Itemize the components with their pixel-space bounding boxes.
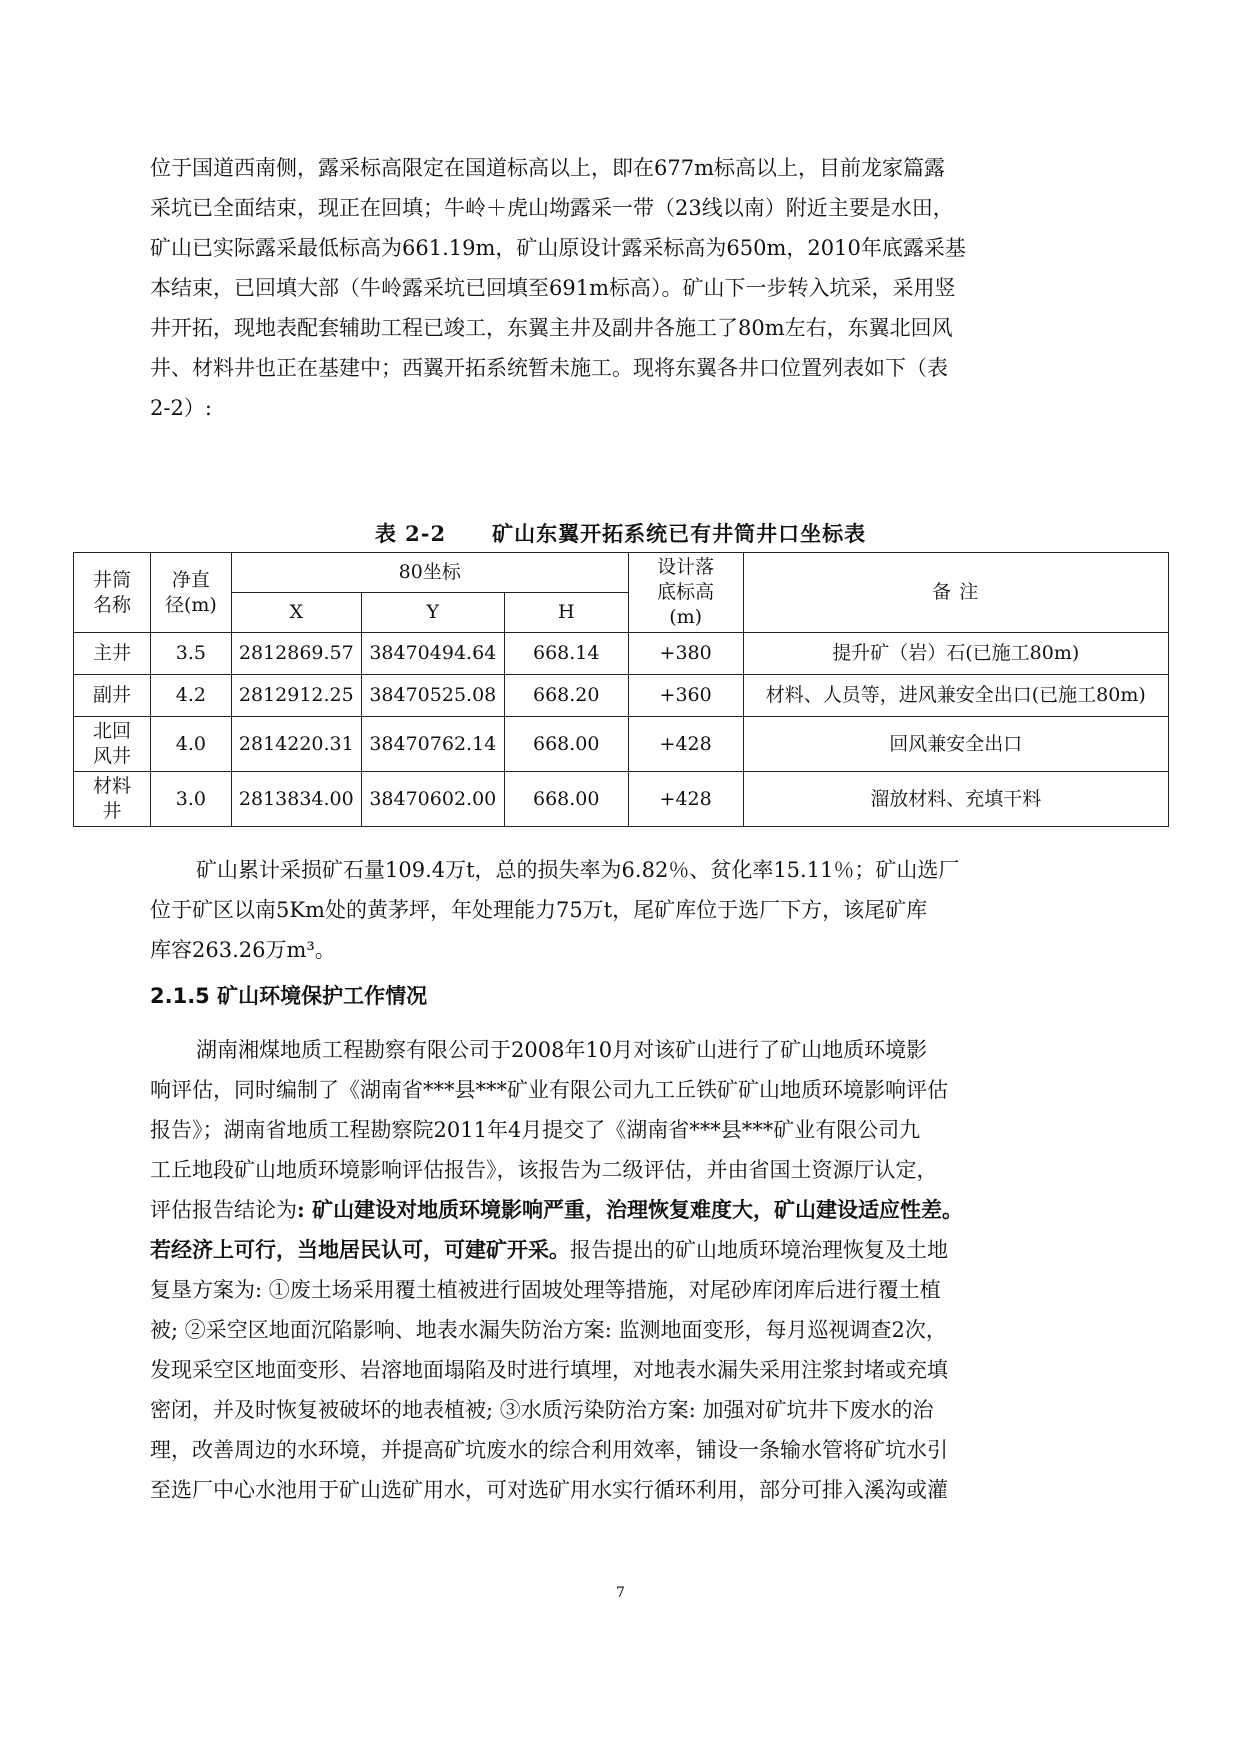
text-line: 至选厂中心水池用于矿山选矿用水，可对选矿用水实行循环利用，部分可排入溪沟或灌 (150, 1478, 948, 1502)
cell-diameter: 3.5 (150, 633, 231, 675)
conclusion-bold-2: 若经济上可行，当地居民认可，可建矿开采。 (150, 1237, 570, 1262)
cell-design: +380 (628, 633, 743, 675)
conclusion-intro: 评估报告结论为 (150, 1198, 297, 1222)
text-line (150, 1190, 1085, 1230)
cell-x: 2814220.31 (231, 717, 361, 772)
paragraph-ore-loss (150, 850, 1085, 970)
cell-y: 38470602.00 (361, 772, 504, 827)
table-row (74, 717, 1169, 772)
cell-x: 2813834.00 (231, 772, 361, 827)
table-row (74, 675, 1169, 717)
conclusion-followup: 报告提出的矿山地质环境治理恢复及土地 (570, 1238, 948, 1262)
text-line: 井、材料井也正在基建中；西翼开拓系统暂未施工。现将东翼各井口位置列表如下（表 (150, 356, 948, 380)
text-line: 被; ②采空区地面沉陷影响、地表水漏失防治方案: 监测地面变形，每月巡视调查2次， (150, 1318, 947, 1342)
cell-design: +428 (628, 717, 743, 772)
text-line: 矿山累计采损矿石量109.4万t，总的损失率为6.82％、贫化率15.11％；矿山选厂 (196, 858, 960, 882)
text-line: 井开拓，现地表配套辅助工程已竣工，东翼主井及副井各施工了80m左右，东翼北回风 (150, 316, 953, 340)
cell-diameter: 3.0 (150, 772, 231, 827)
header-y: Y (361, 593, 504, 633)
cell-h: 668.14 (504, 633, 628, 675)
header-shaft-name: 井筒 名称 (74, 553, 151, 633)
paragraph-environment (150, 1030, 1085, 1510)
text-line: 理，改善周边的水环境，并提高矿坑废水的综合利用效率，铺设一条输水管将矿坑水引 (150, 1438, 948, 1462)
cell-diameter: 4.2 (150, 675, 231, 717)
cell-design: +360 (628, 675, 743, 717)
text-line: 2-2）: (150, 396, 212, 420)
text-line: 矿山已实际露采最低标高为661.19m，矿山原设计露采标高为650m，2010年底露采基 (150, 236, 966, 260)
cell-h: 668.00 (504, 717, 628, 772)
cell-remark: 溜放材料、充填干料 (743, 772, 1168, 827)
table-caption-title: 矿山东翼开拓系统已有井筒井口坐标表 (492, 521, 867, 546)
cell-name: 副井 (74, 675, 151, 717)
header-h: H (504, 593, 628, 633)
cell-name: 北回 风井 (74, 717, 151, 772)
text-line (150, 1230, 1085, 1270)
table-row (74, 772, 1169, 827)
text-line: 位于矿区以南5Km处的黄茅坪，年处理能力75万t，尾矿库位于选厂下方，该尾矿库 (150, 898, 928, 922)
shaft-coordinate-table (73, 552, 1169, 827)
cell-x: 2812869.57 (231, 633, 361, 675)
cell-remark: 材料、人员等，进风兼安全出口(已施工80m) (743, 675, 1168, 717)
header-remark: 备 注 (743, 553, 1168, 633)
page-number: 7 (616, 1585, 625, 1601)
text-line: 复垦方案为: ①废土场采用覆土植被进行固坡处理等措施，对尾砂库闭库后进行覆土植 (150, 1278, 941, 1302)
text-line: 位于国道西南侧，露采标高限定在国道标高以上，即在677m标高以上，目前龙家篇露 (150, 156, 945, 180)
cell-design: +428 (628, 772, 743, 827)
table-caption (0, 518, 1241, 548)
cell-name: 材料 井 (74, 772, 151, 827)
cell-h: 668.20 (504, 675, 628, 717)
cell-x: 2812912.25 (231, 675, 361, 717)
paragraph-shaft-intro (150, 148, 1085, 428)
text-line: 报告》；湖南省地质工程勘察院2011年4月提交了《湖南省***县***矿业有限公司九 (150, 1118, 921, 1142)
text-line: 响评估，同时编制了《湖南省***县***矿业有限公司九工丘铁矿矿山地质环境影响评估 (150, 1078, 948, 1102)
section-heading: 2.1.5 矿山环境保护工作情况 (150, 984, 428, 1008)
conclusion-bold: : 矿山建设对地质环境影响严重，治理恢复难度大，矿山建设适应性差。 (297, 1197, 964, 1222)
header-design-elevation: 设计落 底标高 (m) (628, 553, 743, 633)
text-line: 本结束，已回填大部（牛岭露采坑已回填至691m标高）。矿山下一步转入坑采，采用竖 (150, 276, 956, 300)
text-line: 工丘地段矿山地质环境影响评估报告》，该报告为二级评估，并由省国土资源厅认定， (150, 1158, 938, 1182)
cell-y: 38470494.64 (361, 633, 504, 675)
cell-remark: 提升矿（岩）石(已施工80m) (743, 633, 1168, 675)
header-coordinates: 80坐标 (231, 553, 628, 593)
text-line: 发现采空区地面变形、岩溶地面塌陷及时进行填埋，对地表水漏失采用注浆封堵或充填 (150, 1358, 948, 1382)
cell-h: 668.00 (504, 772, 628, 827)
text-line: 采坑已全面结束，现正在回填；牛岭＋虎山坳露采一带（23线以南）附近主要是水田， (150, 196, 954, 220)
header-diameter: 净直 径(m) (150, 553, 231, 633)
table-caption-number: 表 2-2 (374, 521, 447, 546)
cell-name: 主井 (74, 633, 151, 675)
text-line: 湖南湘煤地质工程勘察有限公司于2008年10月对该矿山进行了矿山地质环境影 (196, 1038, 928, 1062)
table-row (74, 633, 1169, 675)
cell-y: 38470762.14 (361, 717, 504, 772)
cell-remark: 回风兼安全出口 (743, 717, 1168, 772)
text-line: 库容263.26万m³。 (150, 938, 336, 962)
cell-y: 38470525.08 (361, 675, 504, 717)
cell-diameter: 4.0 (150, 717, 231, 772)
header-x: X (231, 593, 361, 633)
text-line: 密闭，并及时恢复被破坏的地表植被; ③水质污染防治方案: 加强对矿坑井下废水的治 (150, 1398, 934, 1422)
